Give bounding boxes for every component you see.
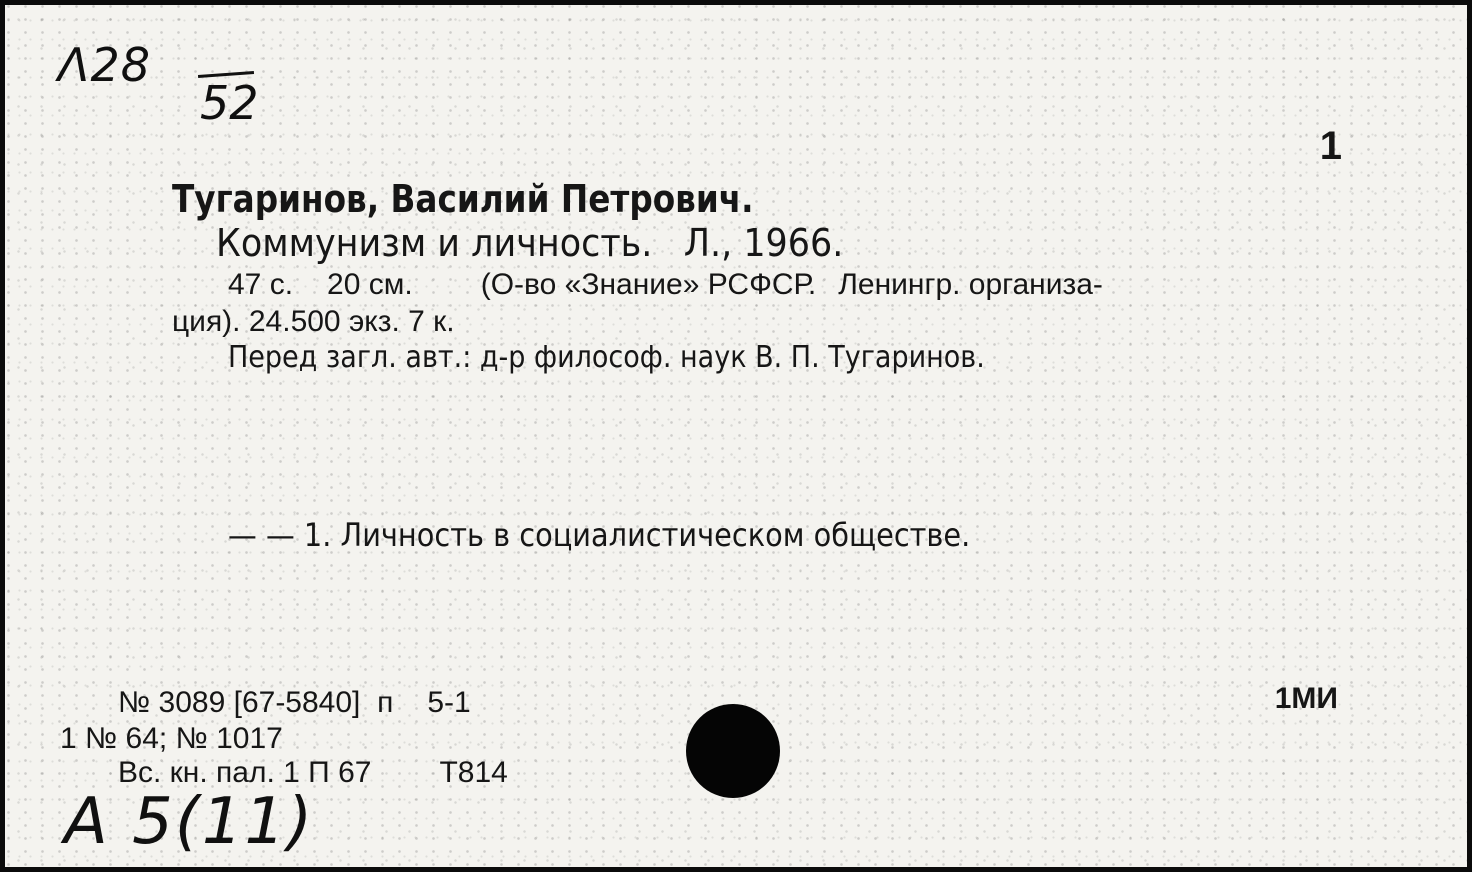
book-chamber-ref: Вс. кн. пал. 1 П 67 [118,756,372,789]
shelfmark-top: Λ28 [58,38,152,92]
shelfmark-bottom: 52 [200,76,259,130]
subject-heading: — — 1. Личность в социалистическом обществе. [228,516,971,554]
place-year: Л., 1966. [683,221,844,265]
book-title: Коммунизм и личность. [216,221,653,265]
accession-count: 5-1 [427,686,471,719]
card-number: 1 [1319,124,1342,168]
series: (О-во «Знание» РСФСР. [480,268,817,301]
accession-line-2: 1 № 64; № 1017 [60,722,283,755]
pages: 47 с. [228,268,294,301]
author-note: Перед загл. авт.: д-р философ. наук В. П. Тугаринов. [228,340,985,375]
series-cont: Ленингр. организа- [838,268,1103,301]
printing-code: Т814 [439,756,508,789]
accession-line-1 [118,688,471,718]
series-end: ция). [172,305,241,338]
accession-line-3 [118,758,508,788]
print-run: 24.500 экз. [248,305,400,338]
title-line [216,221,844,265]
physical-description [228,270,1103,300]
accession-mark: п [377,686,394,719]
author-heading: Тугаринов, Василий Петрович. [172,177,754,221]
distribution-code: 1МИ [1274,682,1338,715]
size: 20 см. [327,268,413,301]
price: 7 к. [408,305,455,338]
physical-description-cont [172,307,455,337]
handwritten-bottom-mark: А 5(11) [64,785,315,859]
punch-hole [686,704,780,798]
registry-code: [67-5840] [233,686,361,719]
accession-number: № 3089 [118,686,226,719]
